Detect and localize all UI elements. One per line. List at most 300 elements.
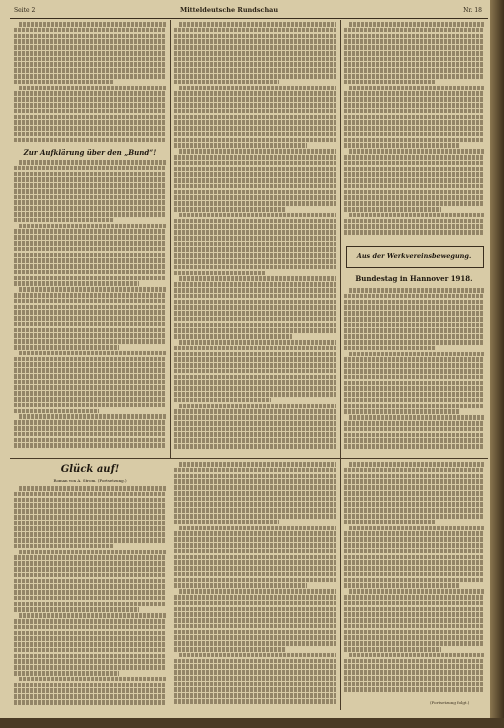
text-line bbox=[174, 311, 336, 316]
text-line bbox=[344, 51, 484, 56]
text-line bbox=[174, 178, 336, 183]
text-line bbox=[174, 346, 336, 351]
text-line bbox=[344, 514, 484, 519]
text-line bbox=[349, 589, 484, 594]
text-line bbox=[14, 316, 166, 321]
text-line bbox=[179, 149, 336, 154]
article-text-block bbox=[14, 160, 166, 454]
text-line bbox=[174, 305, 336, 310]
text-line bbox=[344, 531, 484, 536]
text-line bbox=[14, 241, 166, 246]
text-line bbox=[344, 474, 484, 479]
text-line bbox=[344, 161, 484, 166]
text-line bbox=[349, 653, 484, 658]
text-line bbox=[14, 426, 166, 431]
text-line bbox=[14, 172, 166, 177]
text-line bbox=[14, 700, 166, 705]
text-line bbox=[174, 572, 336, 577]
text-line bbox=[174, 132, 336, 137]
text-line bbox=[14, 631, 166, 636]
text-line bbox=[344, 433, 484, 438]
text-line bbox=[174, 537, 336, 542]
text-line bbox=[344, 659, 484, 664]
text-line bbox=[344, 219, 484, 224]
text-line bbox=[179, 22, 336, 27]
text-line bbox=[174, 126, 336, 131]
text-line bbox=[14, 659, 166, 664]
text-line bbox=[174, 380, 336, 385]
text-line bbox=[14, 97, 166, 102]
text-line bbox=[344, 566, 484, 571]
serial-novel-subtitle: Roman von A. Strom. (Fortsetzung.) bbox=[53, 478, 127, 483]
text-line bbox=[174, 190, 336, 195]
text-line bbox=[174, 28, 336, 33]
text-line bbox=[344, 612, 484, 617]
text-line bbox=[344, 74, 484, 79]
text-line bbox=[174, 502, 336, 507]
text-line bbox=[344, 300, 484, 305]
text-line bbox=[14, 357, 166, 362]
text-line bbox=[344, 323, 484, 328]
text-line bbox=[344, 103, 484, 108]
text-line bbox=[174, 549, 336, 554]
text-line bbox=[174, 288, 336, 293]
text-line bbox=[14, 579, 166, 584]
text-line bbox=[344, 635, 484, 640]
text-line bbox=[174, 39, 336, 44]
text-line bbox=[174, 699, 336, 704]
text-line bbox=[344, 485, 484, 490]
text-line bbox=[174, 328, 336, 333]
text-line bbox=[174, 491, 336, 496]
text-line bbox=[14, 374, 166, 379]
text-line bbox=[14, 555, 166, 560]
text-line bbox=[174, 138, 336, 143]
text-line bbox=[14, 281, 139, 286]
text-line bbox=[14, 362, 166, 367]
text-line bbox=[179, 340, 336, 345]
text-line bbox=[14, 345, 119, 350]
text-line bbox=[179, 213, 336, 218]
text-line bbox=[179, 526, 336, 531]
text-line bbox=[344, 311, 484, 316]
text-line bbox=[344, 398, 484, 403]
text-line bbox=[174, 392, 336, 397]
text-line bbox=[344, 328, 484, 333]
text-line bbox=[174, 195, 336, 200]
text-line bbox=[174, 282, 336, 287]
text-line bbox=[14, 432, 166, 437]
text-line bbox=[14, 34, 166, 39]
text-line bbox=[174, 624, 336, 629]
text-line bbox=[179, 462, 336, 467]
text-line bbox=[14, 503, 166, 508]
text-line bbox=[14, 671, 119, 676]
text-line bbox=[344, 340, 484, 345]
text-line bbox=[14, 584, 166, 589]
text-line bbox=[14, 74, 166, 79]
text-line bbox=[174, 444, 336, 449]
serial-novel-title: Glück auf! bbox=[60, 464, 120, 475]
text-line bbox=[179, 404, 336, 409]
text-line bbox=[14, 443, 166, 448]
text-line bbox=[174, 115, 336, 120]
text-line bbox=[174, 74, 336, 79]
text-line bbox=[14, 561, 166, 566]
text-line bbox=[14, 91, 166, 96]
text-line bbox=[174, 468, 336, 473]
text-line bbox=[174, 583, 307, 588]
text-line bbox=[14, 573, 166, 578]
header-rule bbox=[10, 18, 488, 19]
text-line bbox=[344, 670, 484, 675]
text-line bbox=[19, 86, 166, 91]
text-line bbox=[19, 224, 166, 229]
text-line bbox=[344, 682, 484, 687]
text-line bbox=[344, 201, 484, 206]
text-line bbox=[344, 109, 484, 114]
text-line bbox=[344, 207, 441, 212]
text-line bbox=[344, 317, 484, 322]
text-line bbox=[174, 421, 336, 426]
text-line bbox=[174, 369, 336, 374]
text-line bbox=[14, 276, 166, 281]
text-line bbox=[174, 323, 336, 328]
text-line bbox=[344, 305, 484, 310]
text-line bbox=[14, 538, 166, 543]
text-line bbox=[344, 357, 484, 362]
text-line bbox=[174, 676, 336, 681]
text-line bbox=[179, 86, 336, 91]
text-line bbox=[349, 288, 484, 293]
text-line bbox=[14, 62, 166, 67]
text-line bbox=[174, 91, 336, 96]
text-line bbox=[14, 206, 166, 211]
text-line bbox=[174, 531, 336, 536]
text-line bbox=[14, 438, 166, 443]
text-line bbox=[14, 51, 166, 56]
text-line bbox=[14, 212, 166, 217]
text-line bbox=[174, 641, 336, 646]
text-line bbox=[344, 184, 484, 189]
text-line bbox=[14, 683, 166, 688]
text-line bbox=[14, 328, 166, 333]
text-line bbox=[174, 45, 336, 50]
text-line bbox=[19, 677, 166, 682]
column-divider bbox=[340, 20, 341, 710]
text-line bbox=[174, 612, 336, 617]
text-line bbox=[14, 625, 166, 630]
text-line bbox=[174, 242, 336, 247]
text-line bbox=[174, 68, 336, 73]
text-line bbox=[14, 567, 166, 572]
text-line bbox=[174, 167, 336, 172]
article-text-block bbox=[344, 288, 484, 454]
text-line bbox=[174, 172, 336, 177]
text-line bbox=[14, 397, 166, 402]
text-line bbox=[344, 641, 484, 646]
text-line bbox=[14, 68, 166, 73]
text-line bbox=[174, 386, 336, 391]
text-line bbox=[174, 161, 336, 166]
section-divider bbox=[10, 458, 488, 459]
text-line bbox=[344, 404, 484, 409]
text-line bbox=[344, 97, 484, 102]
text-line bbox=[174, 334, 292, 339]
text-line bbox=[344, 572, 484, 577]
text-line bbox=[344, 195, 484, 200]
text-line bbox=[344, 601, 484, 606]
page-number-label: Seite 2 bbox=[14, 7, 36, 14]
text-line bbox=[19, 351, 166, 356]
text-line bbox=[344, 479, 484, 484]
text-line bbox=[174, 618, 336, 623]
text-line bbox=[174, 520, 279, 525]
subsection-headline: Bundestag in Hannover 1918. bbox=[355, 274, 473, 283]
text-line bbox=[344, 28, 484, 33]
article-text-block bbox=[344, 22, 484, 240]
text-line bbox=[174, 607, 336, 612]
text-line bbox=[14, 492, 166, 497]
text-line bbox=[174, 409, 336, 414]
text-line bbox=[174, 375, 336, 380]
text-line bbox=[14, 391, 166, 396]
article-text-block bbox=[174, 22, 336, 454]
text-line bbox=[349, 149, 484, 154]
text-line bbox=[174, 253, 336, 258]
text-line bbox=[14, 120, 166, 125]
text-line bbox=[174, 120, 336, 125]
text-line bbox=[14, 602, 166, 607]
text-line bbox=[344, 155, 484, 160]
text-line bbox=[19, 550, 166, 555]
text-line bbox=[349, 526, 484, 531]
text-line bbox=[174, 219, 336, 224]
text-line bbox=[14, 420, 166, 425]
text-line bbox=[174, 427, 336, 432]
text-line bbox=[344, 502, 484, 507]
text-line bbox=[14, 544, 113, 549]
text-line bbox=[174, 578, 336, 583]
text-line bbox=[174, 415, 336, 420]
text-line bbox=[174, 670, 336, 675]
text-line bbox=[14, 385, 166, 390]
text-line bbox=[174, 294, 336, 299]
text-line bbox=[174, 80, 279, 85]
text-line bbox=[14, 526, 166, 531]
text-line bbox=[14, 264, 166, 269]
text-line bbox=[344, 497, 484, 502]
text-line bbox=[14, 195, 166, 200]
text-line bbox=[174, 438, 336, 443]
text-line bbox=[344, 178, 484, 183]
text-line bbox=[174, 155, 336, 160]
text-line bbox=[14, 45, 166, 50]
text-line bbox=[344, 624, 484, 629]
text-line bbox=[14, 521, 166, 526]
text-line bbox=[174, 207, 286, 212]
text-line bbox=[344, 381, 484, 386]
text-line bbox=[174, 271, 265, 276]
text-line bbox=[14, 515, 166, 520]
text-line bbox=[344, 167, 484, 172]
text-line bbox=[174, 659, 336, 664]
text-line bbox=[14, 235, 166, 240]
text-line bbox=[14, 409, 99, 414]
text-line bbox=[174, 682, 336, 687]
issue-number: Nr. 18 bbox=[463, 7, 482, 14]
text-line bbox=[344, 57, 484, 62]
text-line bbox=[174, 259, 336, 264]
text-line bbox=[19, 287, 166, 292]
text-line bbox=[344, 346, 435, 351]
text-line bbox=[344, 62, 484, 67]
page-header bbox=[10, 4, 488, 18]
continuation-note: (Fortsetzung folgt.) bbox=[430, 700, 470, 705]
text-line bbox=[344, 595, 484, 600]
text-line bbox=[14, 403, 166, 408]
text-line bbox=[14, 200, 166, 205]
text-line bbox=[174, 474, 336, 479]
text-line bbox=[344, 421, 484, 426]
text-line bbox=[14, 229, 166, 234]
text-line bbox=[14, 305, 166, 310]
text-line bbox=[174, 555, 336, 560]
text-line bbox=[174, 62, 336, 67]
text-line bbox=[174, 595, 336, 600]
text-line bbox=[174, 236, 336, 241]
text-line bbox=[344, 560, 484, 565]
text-line bbox=[174, 497, 336, 502]
text-line bbox=[174, 201, 336, 206]
text-line bbox=[174, 601, 336, 606]
text-line bbox=[349, 213, 484, 218]
text-line bbox=[344, 45, 484, 50]
text-line bbox=[14, 270, 166, 275]
text-line bbox=[14, 166, 166, 171]
text-line bbox=[14, 322, 166, 327]
text-line bbox=[14, 654, 166, 659]
text-line bbox=[174, 647, 286, 652]
text-line bbox=[344, 607, 484, 612]
text-line bbox=[344, 555, 484, 560]
text-line bbox=[344, 369, 484, 374]
text-line bbox=[174, 543, 336, 548]
text-line bbox=[344, 508, 484, 513]
text-line bbox=[349, 415, 484, 420]
text-line bbox=[14, 258, 166, 263]
page-binding-edge bbox=[490, 0, 504, 728]
text-line bbox=[344, 115, 484, 120]
text-line bbox=[14, 339, 166, 344]
text-line bbox=[174, 265, 336, 270]
text-line bbox=[344, 91, 484, 96]
text-line bbox=[14, 57, 166, 62]
text-line bbox=[174, 103, 336, 108]
text-line bbox=[174, 566, 336, 571]
text-line bbox=[344, 80, 435, 85]
text-line bbox=[174, 664, 336, 669]
text-line bbox=[349, 86, 484, 91]
text-line bbox=[344, 68, 484, 73]
article-text-block bbox=[174, 462, 336, 708]
text-line bbox=[174, 560, 336, 565]
text-line bbox=[14, 247, 166, 252]
section-heading: Aus der Werkvereinsbewegung. bbox=[356, 252, 472, 260]
text-line bbox=[14, 590, 166, 595]
text-line bbox=[344, 138, 484, 143]
text-line bbox=[14, 636, 166, 641]
text-line bbox=[174, 317, 336, 322]
text-line bbox=[14, 596, 166, 601]
text-line bbox=[344, 618, 484, 623]
text-line bbox=[344, 230, 484, 235]
text-line bbox=[19, 160, 166, 165]
text-line bbox=[14, 293, 166, 298]
text-line bbox=[19, 414, 166, 419]
text-line bbox=[344, 444, 484, 449]
text-line bbox=[174, 97, 336, 102]
text-line bbox=[14, 183, 166, 188]
text-line bbox=[349, 22, 484, 27]
text-line bbox=[19, 613, 166, 618]
text-line bbox=[344, 363, 484, 368]
text-line bbox=[344, 190, 484, 195]
text-line bbox=[344, 132, 484, 137]
text-line bbox=[14, 28, 166, 33]
text-line bbox=[19, 486, 166, 491]
text-line bbox=[14, 126, 166, 131]
text-line bbox=[14, 115, 166, 120]
text-line bbox=[344, 520, 435, 525]
text-line bbox=[174, 479, 336, 484]
page-bottom-edge bbox=[0, 718, 504, 728]
text-line bbox=[174, 57, 336, 62]
text-line bbox=[344, 549, 484, 554]
text-line bbox=[14, 132, 166, 137]
text-line bbox=[14, 694, 166, 699]
text-line bbox=[14, 39, 166, 44]
text-line bbox=[14, 103, 166, 108]
text-line bbox=[14, 532, 166, 537]
text-line bbox=[14, 80, 113, 85]
text-line bbox=[344, 294, 484, 299]
text-line bbox=[344, 120, 484, 125]
text-line bbox=[174, 34, 336, 39]
text-line bbox=[179, 653, 336, 658]
text-line bbox=[344, 676, 484, 681]
text-line bbox=[344, 491, 484, 496]
article-text-block bbox=[14, 22, 166, 144]
text-line bbox=[14, 665, 166, 670]
text-line bbox=[174, 630, 336, 635]
text-line bbox=[344, 39, 484, 44]
text-line bbox=[14, 607, 139, 612]
text-line bbox=[14, 509, 166, 514]
text-line bbox=[344, 375, 484, 380]
text-line bbox=[174, 184, 336, 189]
text-line bbox=[14, 189, 166, 194]
text-line bbox=[14, 253, 166, 258]
text-line bbox=[349, 352, 484, 357]
text-line bbox=[344, 392, 484, 397]
text-line bbox=[344, 409, 459, 414]
text-line bbox=[174, 51, 336, 56]
text-line bbox=[174, 363, 336, 368]
text-line bbox=[19, 22, 166, 27]
text-line bbox=[179, 276, 336, 281]
text-line bbox=[344, 427, 484, 432]
